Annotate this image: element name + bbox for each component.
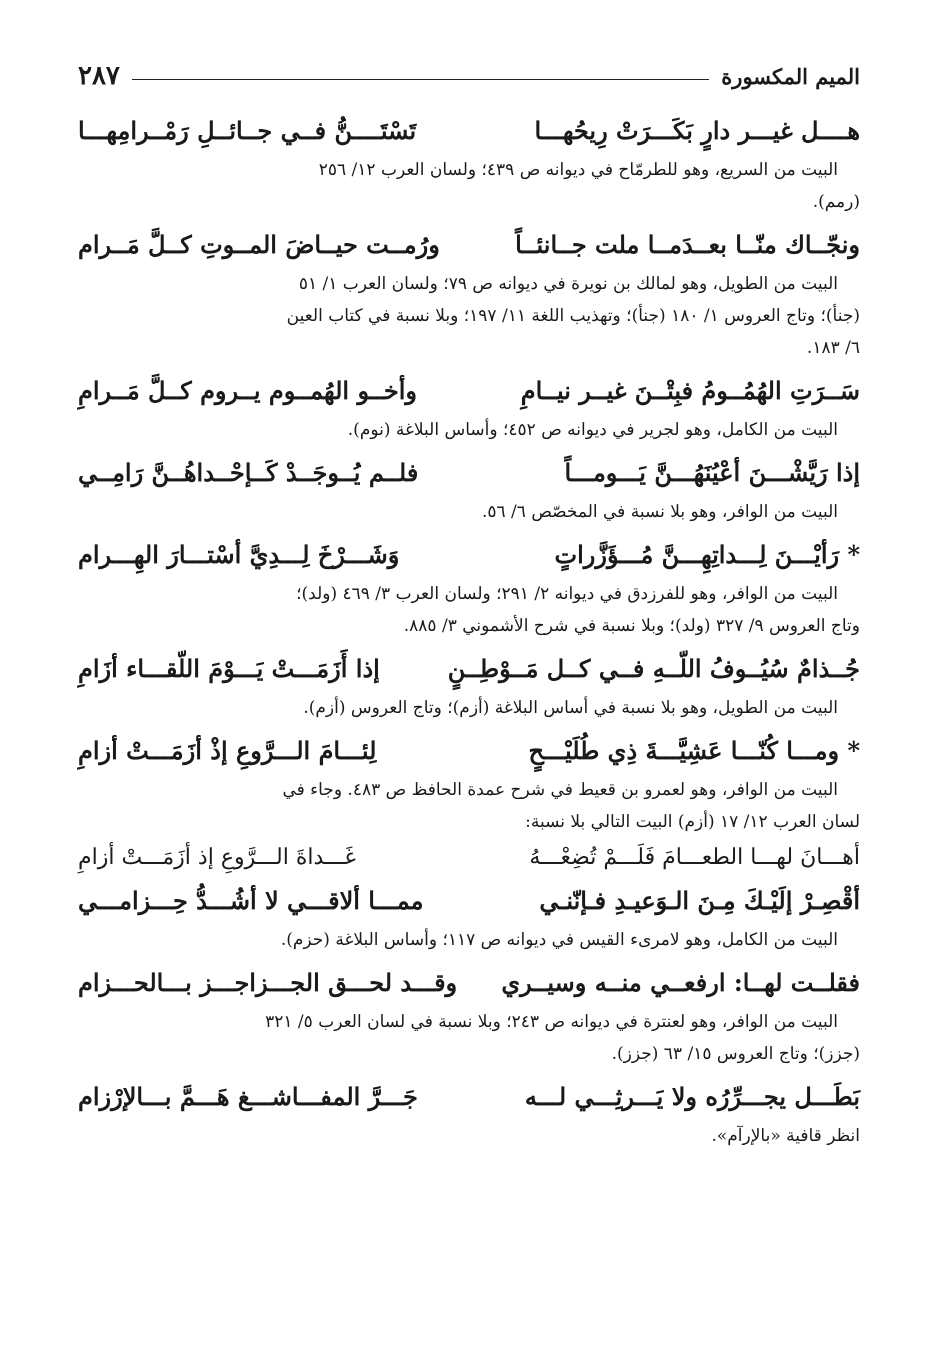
verse [78,108,860,154]
verse-note: البيت من الوافر، وهو لعمرو بن قعيط في شرح عمدة الحافظ ص ٤٨٣. وجاء في [282,780,838,800]
verse-note: البيت من الكامل، وهو لامرىء القيس في ديوانه ص ١١٧؛ وأساس البلاغة (حزم). [280,930,838,950]
page-number: ٢٨٧ [78,61,120,91]
hemistich-first: * رَأيْـــنَ لِـــداتِهِـــنَّ مُـــؤَزَّراتٍ [554,540,860,569]
hemistich-second: وَشَـــرْخَ لِـــدِيَّ أسْتـــارَ الهِـــرام [78,540,400,569]
hemistich-first: فقلــت لهــا: ارفعــي منــه وسيــري [501,968,860,997]
verse-note: البيت من الوافر، وهو للفرزدق في ديوانه ٢/ ٢٩١؛ ولسان العرب ٣/ ٤٦٩ (ولد)؛ [296,584,838,604]
verse-note: البيت من الوافر، وهو لعنترة في ديوانه ص ٢٤٣؛ وبلا نسبة في لسان العرب ٥/ ٣٢١ [265,1012,838,1032]
verse [78,960,860,1006]
verse-note: (رمم). [812,192,860,212]
verse-note: لسان العرب ١٢/ ١٧ (أزم) البيت التالي بلا نسبة: [525,812,860,832]
hemistich-second: إذا أَزَمَـــتْ يَـــوْمَ اللّقـــاء أزَامِ [78,654,380,683]
hemistich-second: وقـــد لحـــق الجـــزاجـــز بـــالحـــزام [78,968,458,997]
hemistich-second: ممـــا ألاقـــي لا أشُـــدُّ حِـــزامـــي [78,886,424,915]
verse [78,222,860,268]
hemistich-first: أقْصِـرْ إلَيْـكَ مِـنَ الـوَعيـدِ فـإنّنـي [539,886,860,915]
verse-note: (جزز)؛ وتاج العروس ١٥/ ٦٣ (جزز). [611,1044,860,1064]
verse-note: البيت من الطويل، وهو بلا نسبة في أساس البلاغة (أزم)؛ وتاج العروس (أزم). [303,698,838,718]
verse-note: البيت من الكامل، وهو لجرير في ديوانه ص ٤٥٢؛ وأساس البلاغة (نوم). [347,420,838,440]
hemistich-first: جُــذامٌ سُيُــوفُ اللّــهِ فــي كــل مَــوْطِــنٍ [447,654,860,683]
verse-note: (جنأ)؛ وتاج العروس ١/ ١٨٠ (جنأ)؛ وتهذيب اللغة ١١/ ١٩٧؛ وبلا نسبة في كتاب العين [286,306,860,326]
page-content [78,108,860,1152]
verse-note: البيت من الطويل، وهو لمالك بن نويرة في ديوانه ص ٧٩؛ ولسان العرب ١/ ٥١ [298,274,838,294]
header-rule [132,79,709,80]
verse [78,728,860,774]
hemistich-second: تَسْتَــــنُّ فــي جــائــلِ رَمْــرامِهـــا [78,116,417,145]
hemistich-second: لِئـــامَ الـــرَّوعِ إذْ أزَمَـــتْ أزامِ [78,736,377,765]
hemistich-first: * ومـــا كُنّـــا عَشِيَّـــةَ ذِي طُلَيْـــحٍ [528,736,860,765]
verse [78,646,860,692]
verse-note: البيت من الوافر، وهو بلا نسبة في المخصّص ٦/ ٥٦. [481,502,838,522]
hemistich-first: سَــرَتِ الهُمُــومُ فبِتْــنَ غيــر نيــامِ [520,376,860,405]
hemistich-first: أهـــانَ لهـــا الطعـــامَ فَلَـــمْ تُضِعْـــهُ [529,845,860,870]
verse [78,1074,860,1120]
verse [78,450,860,496]
hemistich-first: إذا رَيَّشْـــنَ أعْيُنَهُـــنَّ يَـــومـــاً [564,458,860,487]
hemistich-first: بَطَـــل يجـــرِّرُه ولا يَـــرثِـــي لـــه [524,1082,860,1111]
running-header [78,60,860,92]
hemistich-second: فلــم يُــوجَــدْ كَــإحْــداهُــنَّ رَامِــي [78,458,419,487]
verse [78,878,860,924]
hemistich-second: ورُمــت حيــاضَ المــوتِ كــلَّ مَــرام [78,230,440,259]
verse-note: البيت من السريع، وهو للطرمّاح في ديوانه ص ٤٣٩؛ ولسان العرب ١٢/ ٢٥٦ [318,160,838,180]
verse [78,368,860,414]
hemistich-second: وأخــو الهُمــوم يــروم كــلَّ مَــرامِ [78,376,417,405]
verse [78,532,860,578]
hemistich-second: غَـــداةَ الـــرَّوعِ إذ أزَمَـــتْ أزامِ [78,845,356,870]
quoted-verse [78,838,860,878]
hemistich-first: ونجّــاك منّــا بعــدَمــا ملت جــانئــاً [515,230,860,259]
chapter-title: الميم المكسورة [721,63,860,89]
hemistich-second: جَـــرَّ المفـــاشـــغ هَـــمَّ بـــالإرْزام [78,1082,418,1111]
cross-reference-note: انظر قافية «بالإرآم». [711,1126,860,1146]
verse-note: ٦/ ١٨٣. [806,338,860,358]
verse-note: وتاج العروس ٩/ ٣٢٧ (ولد)؛ وبلا نسبة في شرح الأشموني ٣/ ٨٨٥. [403,616,860,636]
hemistich-first: هــــل غيـــر دارٍ بَكَـــرَتْ رِيحُهـــا [534,116,860,145]
